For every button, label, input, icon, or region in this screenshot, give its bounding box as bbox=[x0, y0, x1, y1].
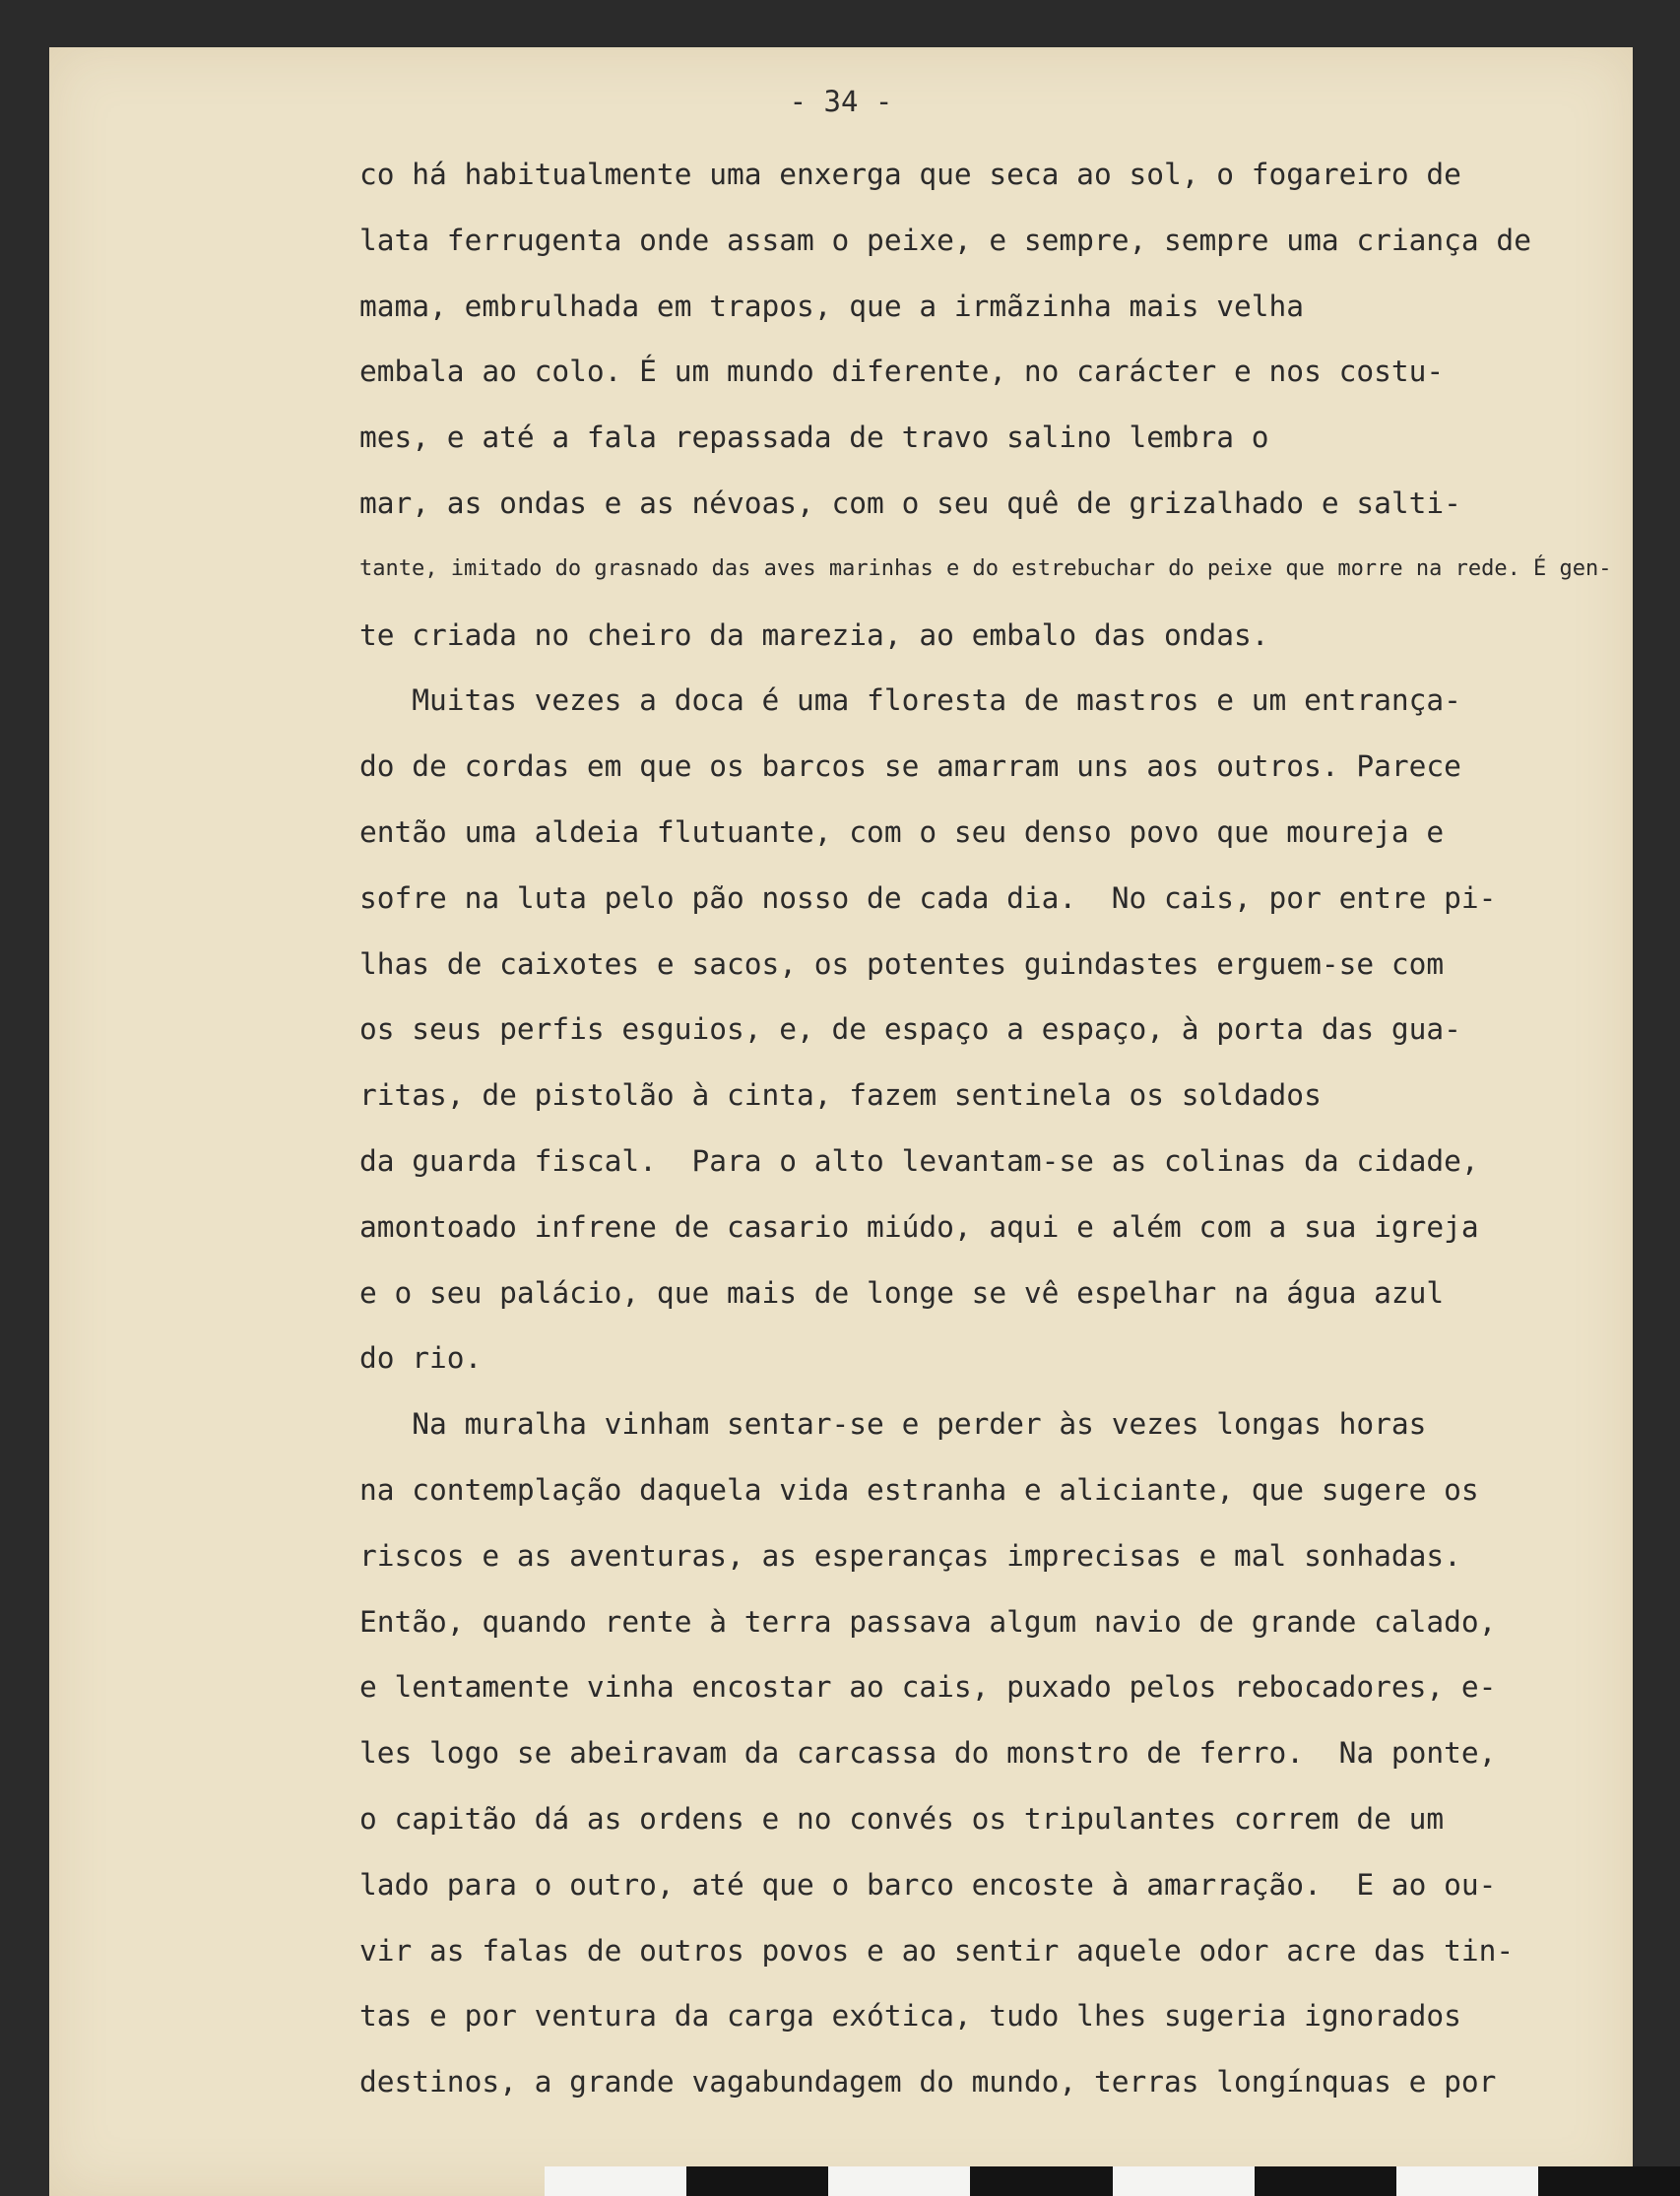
text-line: o capitão dá as ordens e no convés os tripulantes correm de um bbox=[359, 1801, 1445, 1836]
text-line: então uma aldeia flutuante, com o seu denso povo que moureja e bbox=[359, 814, 1445, 849]
text-line: co há habitualmente uma enxerga que seca ao sol, o fogareiro de bbox=[359, 158, 1461, 191]
ruler-segment bbox=[686, 2166, 828, 2196]
text-line: amontoado infrene de casario miúdo, aqui e além com a sua igreja bbox=[359, 1209, 1479, 1244]
text-line: Então, quando rente à terra passava algum navio de grande calado, bbox=[359, 1604, 1497, 1639]
ruler-segment bbox=[1113, 2166, 1255, 2196]
text-line: destinos, a grande vagabundagem do mundo, terras longínquas e por bbox=[359, 2065, 1497, 2099]
text-line: lado para o outro, até que o barco encoste à amarração. E ao ou- bbox=[359, 1867, 1497, 1902]
text-line: e o seu palácio, que mais de longe se vê espelhar na água azul bbox=[359, 1275, 1445, 1310]
text-line: tante, imitado do grasnado das aves marinhas e do estrebuchar do peixe que morre na rede. É gen- bbox=[359, 555, 1612, 581]
ruler-segment bbox=[970, 2166, 1112, 2196]
text-line: les logo se abeiravam da carcassa do monstro de ferro. Na ponte, bbox=[359, 1736, 1497, 1771]
text-line: lata ferrugenta onde assam o peixe, e sempre, sempre uma criança de bbox=[359, 223, 1531, 257]
typescript-page bbox=[49, 47, 1633, 2196]
text-line: da guarda fiscal. Para o alto levantam-se as colinas da cidade, bbox=[359, 1143, 1479, 1178]
text-line: lhas de caixotes e sacos, os potentes guindastes erguem-se com bbox=[359, 946, 1445, 981]
ruler-segment bbox=[545, 2166, 686, 2196]
text-line: Muitas vezes a doca é uma floresta de mastros e um entrança- bbox=[359, 683, 1461, 718]
text-line: Na muralha vinham sentar-se e perder às vezes longas horas bbox=[359, 1407, 1427, 1442]
text-line: mama, embrulhada em trapos, que a irmãzinha mais velha bbox=[359, 289, 1305, 323]
text-line: embala ao colo. É um mundo diferente, no carácter e nos costu- bbox=[359, 355, 1445, 389]
ruler-segment bbox=[1538, 2166, 1680, 2196]
page-number: - 34 - bbox=[789, 85, 893, 118]
ruler-segment bbox=[1255, 2166, 1396, 2196]
text-line: mar, as ondas e as névoas, com o seu quê de grizalhado e salti- bbox=[359, 485, 1461, 520]
text-line: riscos e as aventuras, as esperanças imprecisas e mal sonhadas. bbox=[359, 1538, 1461, 1573]
color-calibration-ruler bbox=[545, 2166, 1680, 2196]
text-line: tas e por ventura da carga exótica, tudo lhes sugeria ignorados bbox=[359, 1999, 1461, 2034]
text-line: do rio. bbox=[359, 1341, 483, 1376]
text-line: vir as falas de outros povos e ao sentir aquele odor acre das tin- bbox=[359, 1933, 1515, 1968]
text-line: os seus perfis esguios, e, de espaço a espaço, à porta das gua- bbox=[359, 1012, 1461, 1047]
text-line: ritas, de pistolão à cinta, fazem sentinela os soldados bbox=[359, 1078, 1322, 1113]
ruler-segment bbox=[828, 2166, 970, 2196]
text-line: sofre na luta pelo pão nosso de cada dia. No cais, por entre pi- bbox=[359, 880, 1497, 915]
text-line: te criada no cheiro da marezia, ao embalo das ondas. bbox=[359, 617, 1269, 652]
text-line: do de cordas em que os barcos se amarram uns aos outros. Parece bbox=[359, 749, 1461, 784]
page-body-text bbox=[359, 142, 1679, 2115]
ruler-segment bbox=[1396, 2166, 1538, 2196]
text-line: mes, e até a fala repassada de travo salino lembra o bbox=[359, 420, 1269, 455]
text-line: e lentamente vinha encostar ao cais, puxado pelos rebocadores, e- bbox=[359, 1670, 1497, 1705]
text-line: na contemplação daquela vida estranha e aliciante, que sugere os bbox=[359, 1472, 1479, 1507]
